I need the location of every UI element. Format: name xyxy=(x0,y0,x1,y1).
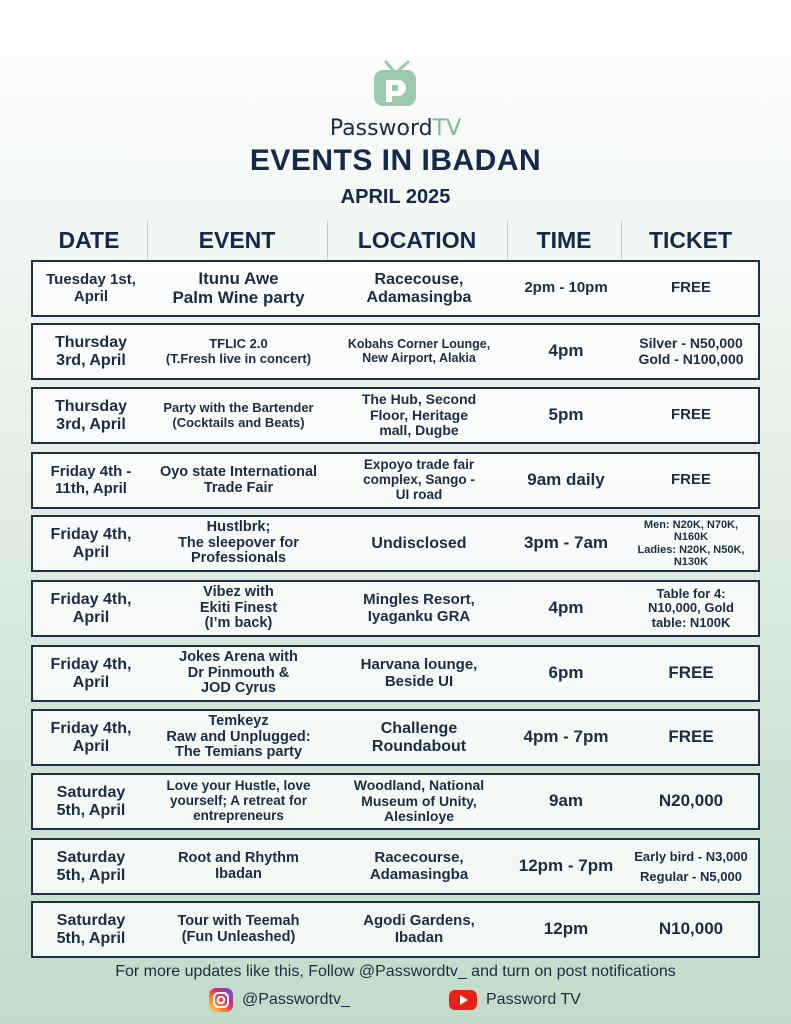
header-divider xyxy=(621,220,622,260)
brand-name xyxy=(0,116,791,141)
row-date: Friday 4th, April xyxy=(50,655,132,691)
row-event: Vibez with Ekiti Finest (I’m back) xyxy=(199,583,278,632)
row-location: Kobahs Corner Lounge, New Airport, Alakia xyxy=(347,336,491,365)
row-event: Tour with Teemah (Fun Unleashed) xyxy=(177,912,300,945)
row-location: The Hub, Second Floor, Heritage mall, Dugbe xyxy=(361,391,477,439)
table-row xyxy=(31,901,760,958)
row-time: 6pm xyxy=(548,663,584,683)
instagram-icon xyxy=(208,987,234,1013)
row-time: 2pm - 10pm xyxy=(524,279,608,297)
row-ticket: FREE xyxy=(668,663,714,683)
row-time: 9am xyxy=(548,791,584,811)
row-location: Expoyo trade fair complex, Sango - UI road xyxy=(363,457,475,502)
table-row xyxy=(31,773,760,830)
table-row xyxy=(31,260,760,317)
instagram-handle[interactable] xyxy=(208,986,350,1014)
row-event: Root and Rhythm Ibadan xyxy=(178,849,299,882)
row-time: 3pm - 7am xyxy=(523,533,609,553)
row-event: Love your Hustle, love yourself; A retreat for entrepreneurs xyxy=(166,778,311,823)
row-event: Temkeyz Raw and Unplugged: The Temians party xyxy=(166,712,311,761)
brand-name-password: Password xyxy=(329,116,433,141)
instagram-handle-text: @Passwordtv_ xyxy=(242,991,350,1008)
row-time: 5pm xyxy=(548,405,584,425)
row-date: Friday 4th, April xyxy=(50,590,132,626)
row-location: Mingles Resort, Iyaganku GRA xyxy=(363,591,475,625)
row-date: Friday 4th - 11th, April xyxy=(50,463,132,497)
header-event: EVENT xyxy=(198,226,276,253)
row-event: Itunu Awe Palm Wine party xyxy=(172,268,305,307)
row-event: TFLIC 2.0 (T.Fresh live in concert) xyxy=(165,336,312,366)
brand-name-tv: TV xyxy=(432,116,462,141)
header-divider xyxy=(327,220,328,260)
row-time: 12pm xyxy=(543,919,589,939)
row-time: 4pm xyxy=(548,341,584,361)
row-location: Racecouse, Adamasingba xyxy=(366,270,472,306)
passwordtv-logo xyxy=(372,60,418,116)
row-ticket: N20,000 xyxy=(658,791,724,811)
row-ticket: FREE xyxy=(670,279,711,297)
row-location: Undisclosed xyxy=(371,534,467,552)
table-row xyxy=(31,709,760,766)
row-location: Challenge Roundabout xyxy=(371,719,467,755)
row-event: Hustlbrk; The sleepover for Professionals xyxy=(178,518,299,567)
row-ticket: Silver - N50,000 Gold - N100,000 xyxy=(638,335,744,367)
row-ticket: FREE xyxy=(670,406,711,424)
row-date: Saturday 5th, April xyxy=(56,911,126,947)
row-time: 12pm - 7pm xyxy=(518,856,614,876)
header-ticket: TICKET xyxy=(648,226,733,253)
row-date: Thursday 3rd, April xyxy=(54,397,127,433)
row-location: Woodland, National Museum of Unity, Alesinloye xyxy=(353,777,485,825)
row-date: Friday 4th, April xyxy=(50,719,132,755)
header-divider xyxy=(507,220,508,260)
row-ticket: FREE xyxy=(670,471,711,489)
row-date: Thursday 3rd, April xyxy=(54,333,127,369)
table-row xyxy=(31,838,760,895)
header-date: DATE xyxy=(58,226,120,253)
row-date: Saturday 5th, April xyxy=(56,783,126,819)
header-divider xyxy=(147,220,148,260)
page-title: EVENTS IN IBADAN xyxy=(249,144,542,177)
table-row xyxy=(31,645,760,702)
footer-note: For more updates like this, Follow @Passwordtv_ and turn on post notifications xyxy=(115,963,676,980)
row-ticket: Men: N20K, N70K, N160K Ladies: N20K, N50K, N130K xyxy=(637,519,745,568)
table-row xyxy=(31,452,760,509)
header-time: TIME xyxy=(536,226,592,253)
row-location: Harvana lounge, Beside UI xyxy=(360,656,478,690)
youtube-channel[interactable] xyxy=(448,986,581,1014)
header-location: LOCATION xyxy=(357,226,477,253)
row-time: 4pm xyxy=(548,598,584,618)
row-event: Oyo state International Trade Fair xyxy=(159,463,318,496)
table-row xyxy=(31,580,760,637)
row-time: 9am daily xyxy=(527,470,605,490)
row-date: Friday 4th, April xyxy=(50,525,132,561)
row-location: Agodi Gardens, Ibadan xyxy=(363,912,475,946)
row-date: Saturday 5th, April xyxy=(56,848,126,884)
page-subtitle: APRIL 2025 xyxy=(340,186,451,208)
row-ticket: Table for 4: N10,000, Gold table: N100K xyxy=(648,586,734,630)
table-row xyxy=(31,515,760,572)
table-row xyxy=(31,323,760,380)
row-ticket: Early bird - N3,000 Regular - N5,000 xyxy=(634,849,748,884)
row-ticket: N10,000 xyxy=(658,919,724,939)
table-row xyxy=(31,387,760,444)
youtube-icon xyxy=(448,989,478,1011)
youtube-channel-text: Password TV xyxy=(486,991,581,1008)
row-date: Tuesday 1st, April xyxy=(46,271,136,305)
row-event: Party with the Bartender (Cocktails and Beats) xyxy=(163,400,314,430)
row-location: Racecourse, Adamasingba xyxy=(369,849,469,883)
row-time: 4pm - 7pm xyxy=(523,727,609,747)
row-ticket: FREE xyxy=(668,727,714,747)
row-event: Jokes Arena with Dr Pinmouth & JOD Cyrus xyxy=(179,648,298,697)
